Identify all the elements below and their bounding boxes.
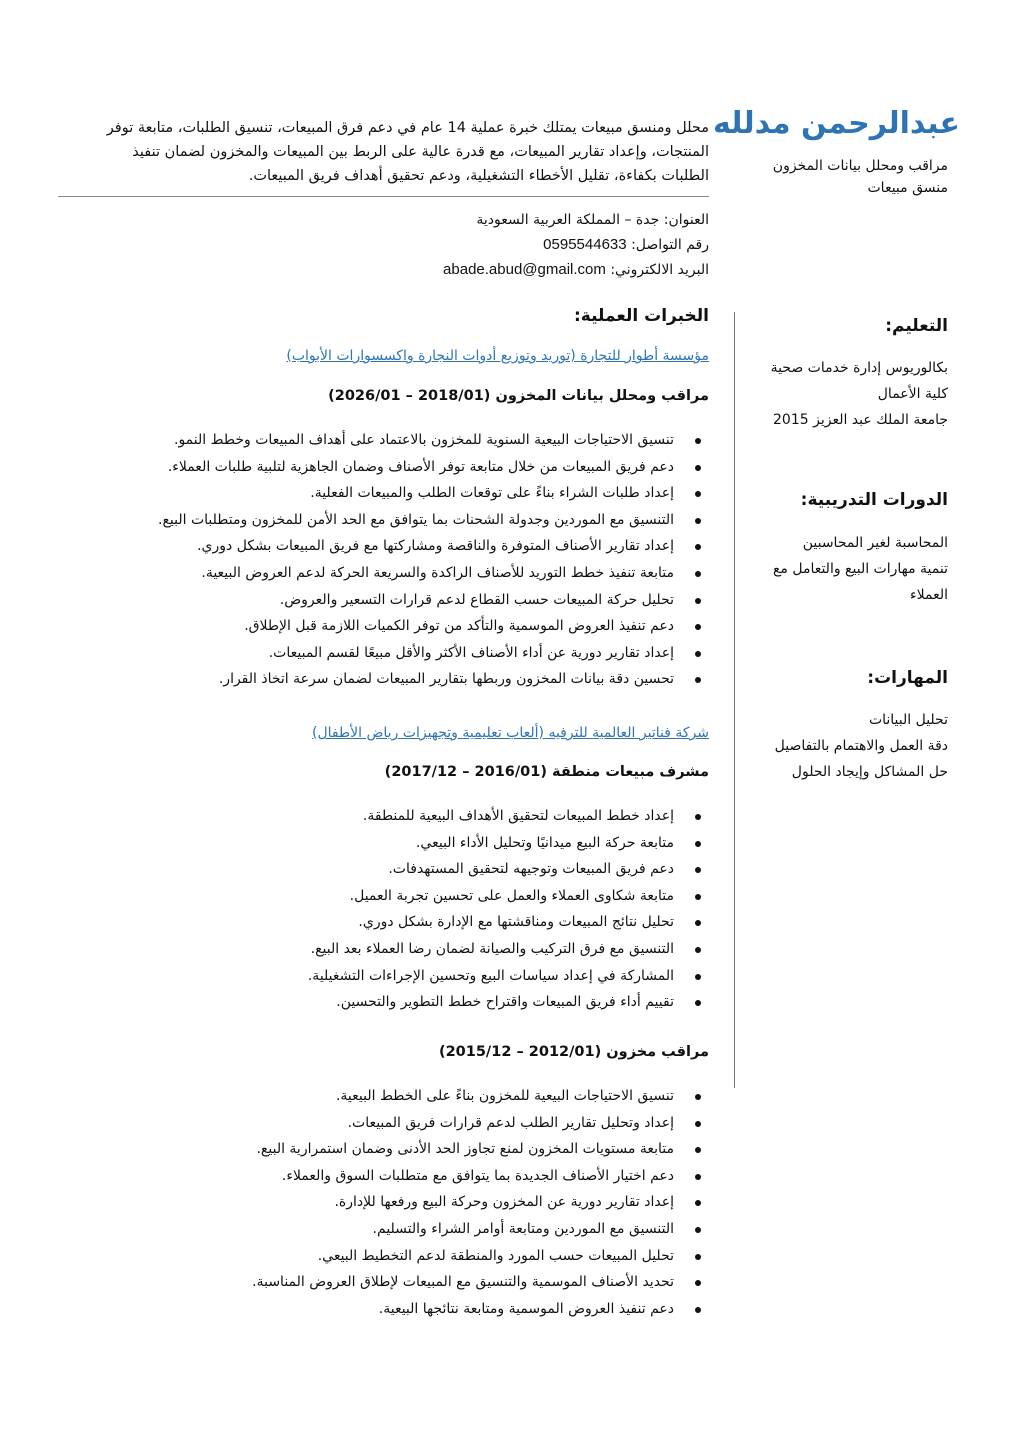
list-item: دعم اختيار الأصناف الجديدة بما يتوافق مع متطلبات السوق والعملاء. — [54, 1163, 674, 1190]
list-item: التنسيق مع الموردين وجدولة الشحنات بما يتوافق مع الحد الأمن للمخزون ومتطلبات البيع. — [54, 507, 674, 534]
courses-list — [733, 530, 948, 608]
list-item: دعم فريق المبيعات وتوجيهه لتحقيق المستهدفات. — [54, 856, 674, 883]
education-heading: التعليم: — [885, 316, 948, 336]
skills-heading: المهارات: — [867, 668, 948, 688]
summary-line: المنتجات، وإعداد تقارير المبيعات، مع قدرة عالية على الربط بين المبيعات والمخزون لضمان تنفيذ — [132, 144, 709, 160]
company-2[interactable]: شركة فناتير العالمية للترفيه (ألعاب تعليمية وتجهيزات رياض الأطفال) — [312, 725, 709, 741]
profile-summary — [69, 116, 709, 188]
email-value[interactable]: abade.abud@gmail.com — [443, 261, 606, 278]
list-item: إعداد تقارير دورية عن أداء الأصناف الأكثر والأقل مبيعًا لقسم المبيعات. — [54, 640, 674, 667]
list-item: تحليل حركة المبيعات حسب القطاع لدعم قرارات التسعير والعروض. — [54, 587, 674, 614]
role-1-title: مراقب ومحلل بيانات المخزون (2018/01 – 2026/01) — [328, 388, 709, 404]
role-3-bullets — [54, 1083, 709, 1322]
education-list — [733, 355, 948, 433]
skill-item: تحليل البيانات — [868, 712, 948, 728]
address-value: جدة – المملكة العربية السعودية — [476, 212, 660, 228]
job-title-primary: مراقب ومحلل بيانات المخزون — [772, 158, 948, 174]
list-item: متابعة شكاوى العملاء والعمل على تحسين تجربة العميل. — [54, 883, 674, 910]
list-item: تقييم أداء فريق المبيعات واقتراح خطط التطوير والتحسين. — [54, 989, 674, 1016]
list-item: متابعة مستويات المخزون لمنع تجاوز الحد الأدنى وضمان استمرارية البيع. — [54, 1136, 674, 1163]
list-item: التنسيق مع الموردين ومتابعة أوامر الشراء والتسليم. — [54, 1216, 674, 1243]
list-item: إعداد تقارير الأصناف المتوفرة والناقصة ومشاركتها مع فريق المبيعات بشكل دوري. — [54, 533, 674, 560]
role-1-bullets — [54, 427, 709, 693]
summary-divider — [58, 196, 709, 197]
list-item: إعداد طلبات الشراء بناءً على توقعات الطلب والمبيعات الفعلية. — [54, 480, 674, 507]
candidate-name: عبدالرحمن مدلله — [712, 106, 960, 141]
list-item: إعداد خطط المبيعات لتحقيق الأهداف البيعية للمنطقة. — [54, 803, 674, 830]
list-item: دعم تنفيذ العروض الموسمية والتأكد من توفر الكميات اللازمة قبل الإطلاق. — [54, 613, 674, 640]
course-item: العملاء — [910, 587, 948, 603]
phone-label: رقم التواصل: — [631, 237, 709, 253]
summary-line: الطلبات بكفاءة، تقليل الأخطاء التشغيلية، ودعم تحقيق أهداف فريق المبيعات. — [248, 168, 709, 184]
contact-address — [476, 212, 709, 228]
courses-heading: الدورات التدريبية: — [800, 490, 948, 510]
skill-item: دقة العمل والاهتمام بالتفاصيل — [774, 738, 948, 754]
list-item: تنسيق الاحتياجات البيعية للمخزون بناءً على الخطط البيعية. — [54, 1083, 674, 1110]
course-item: المحاسبة لغير المحاسبين — [802, 535, 948, 551]
list-item: التنسيق مع فرق التركيب والصيانة لضمان رضا العملاء بعد البيع. — [54, 936, 674, 963]
list-item: تحليل نتائج المبيعات ومناقشتها مع الإدارة بشكل دوري. — [54, 909, 674, 936]
email-label: البريد الالكتروني: — [610, 262, 709, 278]
contact-email — [443, 261, 709, 278]
job-title-secondary: منسق مبيعات — [867, 180, 948, 196]
skills-list — [733, 707, 948, 785]
list-item: دعم تنفيذ العروض الموسمية ومتابعة نتائجها البيعية. — [54, 1296, 674, 1323]
phone-value[interactable]: 0595544633 — [543, 236, 627, 253]
education-degree: بكالوريوس إدارة خدمات صحية — [770, 360, 948, 376]
education-college: كلية الأعمال — [877, 386, 948, 402]
role-2-title: مشرف مبيعات منطقة (2016/01 – 2017/12) — [384, 764, 709, 780]
list-item: متابعة حركة البيع ميدانيًا وتحليل الأداء البيعي. — [54, 830, 674, 857]
contact-phone — [543, 236, 709, 253]
list-item: دعم فريق المبيعات من خلال متابعة توفر الأصناف وضمان الجاهزية لتلبية طلبات العملاء. — [54, 454, 674, 481]
role-3-title: مراقب مخزون (2012/01 – 2015/12) — [438, 1044, 709, 1060]
list-item: المشاركة في إعداد سياسات البيع وتحسين الإجراءات التشغيلية. — [54, 963, 674, 990]
course-item: تنمية مهارات البيع والتعامل مع — [772, 561, 948, 577]
role-2-bullets — [54, 803, 709, 1016]
skill-item: حل المشاكل وإيجاد الحلول — [791, 764, 948, 780]
education-university: جامعة الملك عبد العزيز 2015 — [773, 412, 948, 428]
list-item: تحليل المبيعات حسب المورد والمنطقة لدعم التخطيط البيعي. — [54, 1243, 674, 1270]
company-1[interactable]: مؤسسة أطوار للتجارة (توريد وتوزيع أدوات النجارة واكسسوارات الأبواب) — [286, 348, 709, 364]
address-label: العنوان: — [663, 212, 709, 228]
list-item: إعداد تقارير دورية عن المخزون وحركة البيع ورفعها للإدارة. — [54, 1189, 674, 1216]
experience-heading: الخبرات العملية: — [574, 306, 709, 326]
list-item: تنسيق الاحتياجات البيعية السنوية للمخزون بالاعتماد على أهداف المبيعات وخطط النمو. — [54, 427, 674, 454]
list-item: متابعة تنفيذ خطط التوريد للأصناف الراكدة والسريعة الحركة لدعم العروض البيعية. — [54, 560, 674, 587]
list-item: تحديد الأصناف الموسمية والتنسيق مع المبيعات لإطلاق العروض المناسبة. — [54, 1269, 674, 1296]
list-item: إعداد وتحليل تقارير الطلب لدعم قرارات فريق المبيعات. — [54, 1110, 674, 1137]
summary-line: محلل ومنسق مبيعات يمتلك خبرة عملية 14 عام في دعم فرق المبيعات، تنسيق الطلبات، متابعة توفر — [106, 120, 709, 136]
list-item: تحسين دقة بيانات المخزون وربطها بتقارير المبيعات لضمان سرعة اتخاذ القرار. — [54, 666, 674, 693]
